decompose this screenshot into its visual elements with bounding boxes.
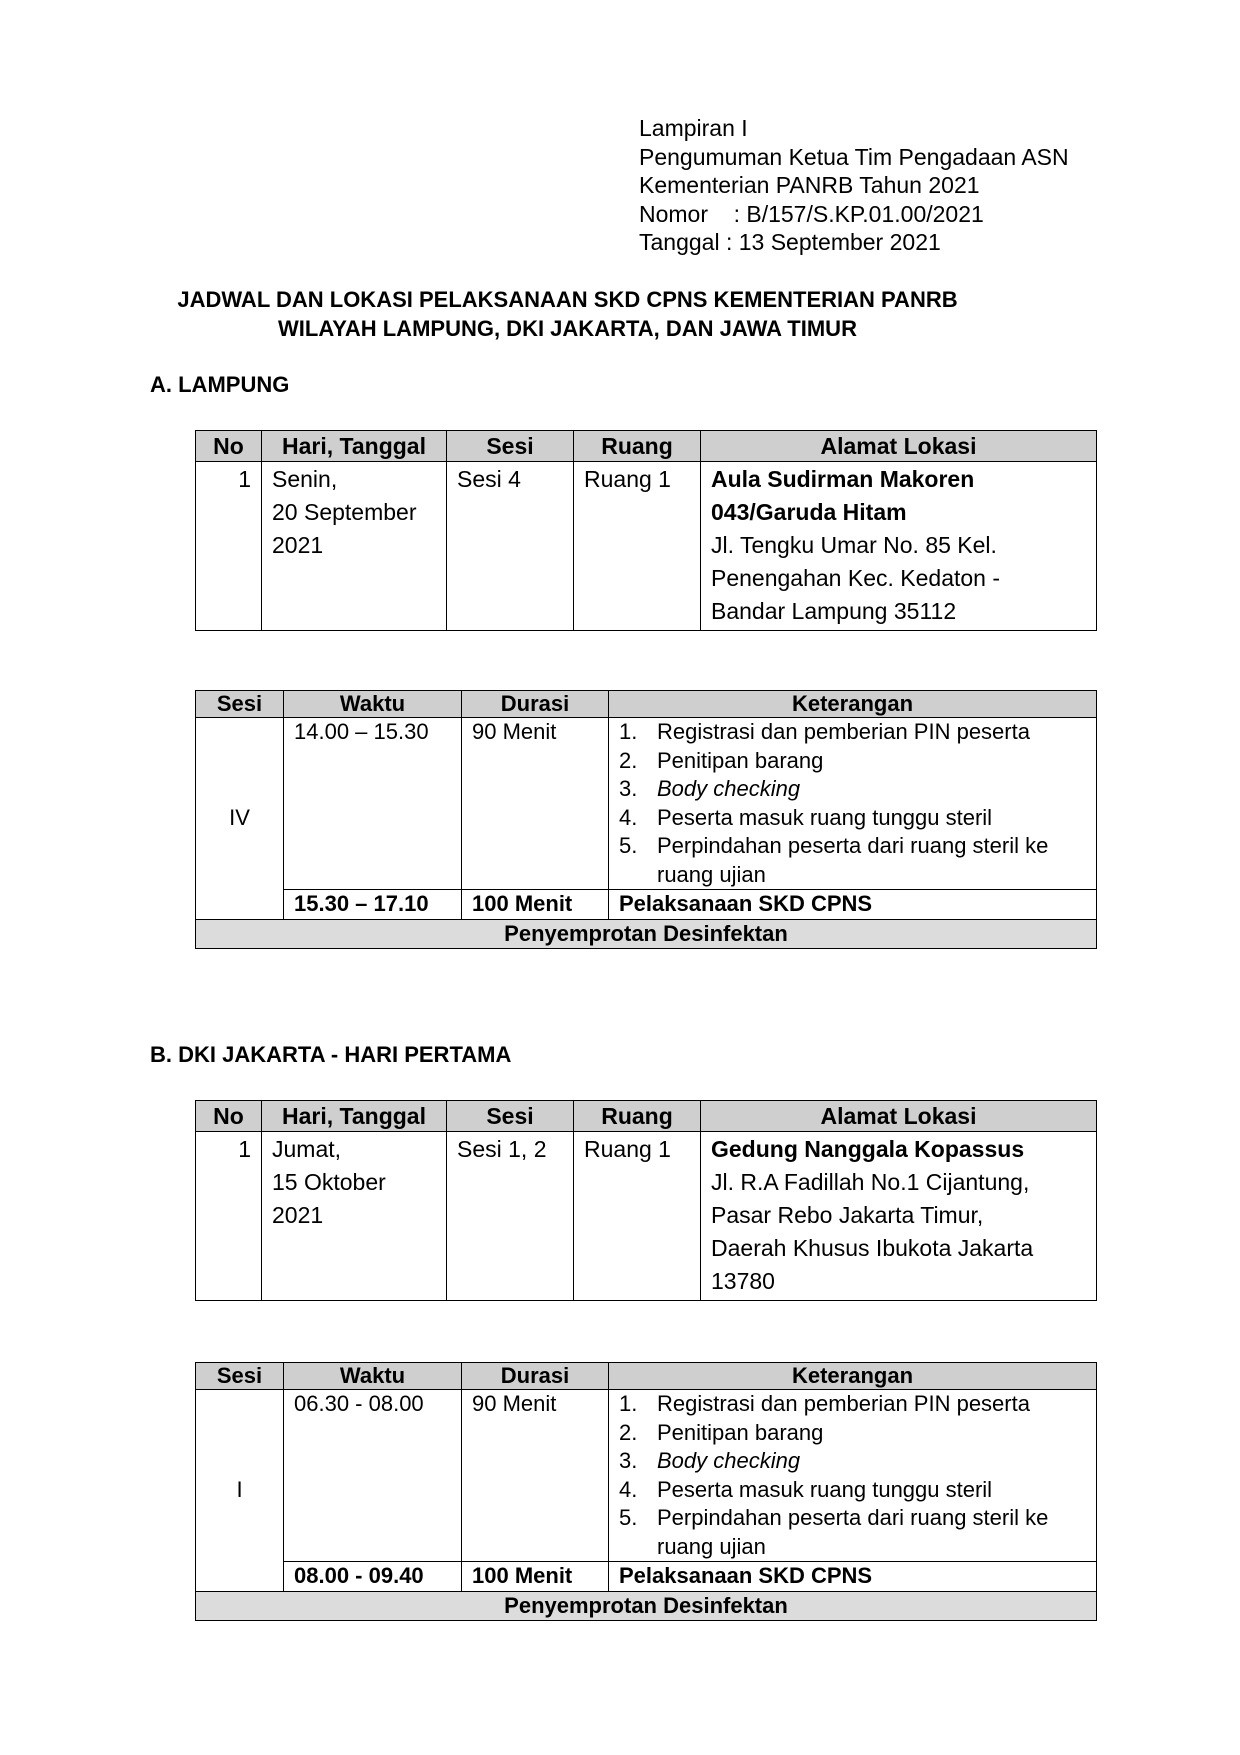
date-line: Senin,	[272, 466, 338, 492]
exam-duration: 100 Menit	[462, 890, 609, 920]
column-header: No	[196, 1101, 262, 1132]
location-table-jakarta	[195, 1100, 1097, 1301]
list-item	[609, 1447, 1096, 1476]
list-number: 5.	[619, 833, 638, 858]
list-text: Peserta masuk ruang tunggu steril	[657, 1476, 993, 1502]
list-item	[609, 1504, 1096, 1561]
list-text: Penitipan barang	[657, 747, 824, 773]
table-row	[196, 718, 1097, 890]
address-venue-name: Gedung Nanggala Kopassus	[711, 1136, 1025, 1162]
schedule-table-lampung	[195, 690, 1097, 949]
column-header: Alamat Lokasi	[701, 1101, 1097, 1132]
disinfection-row: Penyemprotan Desinfektan	[196, 919, 1097, 949]
prep-duration: 90 Menit	[462, 718, 609, 890]
list-item	[609, 1476, 1096, 1505]
schedule-table-jakarta	[195, 1362, 1097, 1621]
list-number: 4.	[619, 804, 638, 830]
exam-time: 15.30 – 17.10	[284, 890, 462, 920]
list-number: 2.	[619, 747, 638, 773]
row-date	[262, 462, 447, 631]
list-text: Peserta masuk ruang tunggu steril	[657, 804, 993, 830]
exam-duration: 100 Menit	[462, 1562, 609, 1592]
column-header: No	[196, 431, 262, 462]
list-number: 3.	[619, 1448, 638, 1473]
list-item	[609, 804, 1096, 833]
table-row	[196, 462, 1097, 631]
address-venue-name: Aula Sudirman Makoren	[711, 466, 975, 492]
row-session: Sesi 1, 2	[447, 1132, 574, 1301]
date-line: 2021	[272, 532, 324, 558]
title-line-2: WILAYAH LAMPUNG, DKI JAKARTA, DAN JAWA TIMUR	[278, 316, 857, 341]
appendix-line: Nomor : B/157/S.KP.01.00/2021	[639, 200, 984, 227]
exam-description: Pelaksanaan SKD CPNS	[609, 890, 1097, 920]
list-text: Penitipan barang	[657, 1419, 824, 1445]
column-header: Ruang	[574, 431, 701, 462]
notes-cell	[609, 1390, 1097, 1562]
row-address	[701, 462, 1097, 631]
list-item	[609, 832, 1096, 889]
column-header: Hari, Tanggal	[262, 1101, 447, 1132]
list-item	[609, 775, 1096, 804]
date-line: 20 September	[272, 499, 417, 525]
appendix-line: Lampiran I	[639, 115, 748, 141]
date-line: 15 Oktober	[272, 1169, 386, 1195]
row-session: Sesi 4	[447, 462, 574, 631]
disinfection-row: Penyemprotan Desinfektan	[196, 1591, 1097, 1621]
notes-list	[609, 718, 1096, 889]
table-header-row	[196, 431, 1097, 462]
address-line: 13780	[711, 1268, 775, 1294]
list-number: 2.	[619, 1419, 638, 1445]
table-row	[196, 1591, 1097, 1621]
list-text: Perpindahan peserta dari ruang steril ke ruang ujian	[657, 1505, 1049, 1559]
notes-cell	[609, 718, 1097, 890]
session-number: IV	[196, 718, 284, 920]
list-text: Registrasi dan pemberian PIN peserta	[657, 719, 1030, 744]
column-header: Keterangan	[609, 691, 1097, 718]
table-row	[196, 919, 1097, 949]
appendix-line: Tanggal : 13 September 2021	[639, 229, 941, 255]
date-line: 2021	[272, 1202, 324, 1228]
appendix-line: Kementerian PANRB Tahun 2021	[639, 172, 980, 198]
column-header: Keterangan	[609, 1363, 1097, 1390]
date-line: Jumat,	[272, 1136, 342, 1162]
column-header: Alamat Lokasi	[701, 431, 1097, 462]
prep-duration: 90 Menit	[462, 1390, 609, 1562]
list-item	[609, 1419, 1096, 1448]
list-text: Body checking	[657, 776, 801, 801]
row-date	[262, 1132, 447, 1301]
list-text: Perpindahan peserta dari ruang steril ke ruang ujian	[657, 833, 1049, 887]
column-header: Sesi	[196, 691, 284, 718]
column-header: Hari, Tanggal	[262, 431, 447, 462]
table-header-row	[196, 1101, 1097, 1132]
column-header: Durasi	[462, 691, 609, 718]
list-text: Body checking	[657, 1448, 801, 1473]
row-number: 1	[196, 1132, 262, 1301]
address-venue-name: 043/Garuda Hitam	[711, 499, 907, 525]
table-row	[196, 1390, 1097, 1562]
row-room: Ruang 1	[574, 1132, 701, 1301]
table-row	[196, 1562, 1097, 1592]
address-line: Penengahan Kec. Kedaton -	[711, 565, 1001, 591]
column-header: Sesi	[196, 1363, 284, 1390]
prep-time: 06.30 - 08.00	[284, 1390, 462, 1562]
table-row	[196, 1132, 1097, 1301]
row-address	[701, 1132, 1097, 1301]
list-item	[609, 1390, 1096, 1419]
list-number: 4.	[619, 1476, 638, 1502]
prep-time: 14.00 – 15.30	[284, 718, 462, 890]
column-header: Waktu	[284, 1363, 462, 1390]
location-table-lampung	[195, 430, 1097, 631]
row-room: Ruang 1	[574, 462, 701, 631]
row-number: 1	[196, 462, 262, 631]
list-number: 3.	[619, 776, 638, 801]
list-number: 1.	[619, 1391, 638, 1416]
address-line: Daerah Khusus Ibukota Jakarta	[711, 1235, 1034, 1261]
list-number: 1.	[619, 719, 638, 744]
session-number: I	[196, 1390, 284, 1592]
address-line: Jl. Tengku Umar No. 85 Kel.	[711, 532, 997, 558]
address-line: Pasar Rebo Jakarta Timur,	[711, 1202, 984, 1228]
section-heading-dki-jakarta: B. DKI JAKARTA - HARI PERTAMA	[150, 1042, 512, 1067]
column-header: Waktu	[284, 691, 462, 718]
title-line-1: JADWAL DAN LOKASI PELAKSANAAN SKD CPNS KEMENTERIAN PANRB	[177, 287, 958, 312]
exam-description: Pelaksanaan SKD CPNS	[609, 1562, 1097, 1592]
appendix-header	[639, 114, 1069, 257]
column-header: Sesi	[447, 431, 574, 462]
list-item	[609, 718, 1096, 747]
list-number: 5.	[619, 1505, 638, 1530]
notes-list	[609, 1390, 1096, 1561]
list-item	[609, 747, 1096, 776]
address-line: Jl. R.A Fadillah No.1 Cijantung,	[711, 1169, 1030, 1195]
table-header-row	[196, 691, 1097, 718]
address-line: Bandar Lampung 35112	[711, 598, 957, 624]
column-header: Durasi	[462, 1363, 609, 1390]
column-header: Sesi	[447, 1101, 574, 1132]
list-text: Registrasi dan pemberian PIN peserta	[657, 1391, 1030, 1416]
section-heading-lampung: A. LAMPUNG	[150, 372, 290, 397]
exam-time: 08.00 - 09.40	[284, 1562, 462, 1592]
document-title	[0, 285, 1135, 343]
appendix-line: Pengumuman Ketua Tim Pengadaan ASN	[639, 143, 1069, 170]
table-row	[196, 890, 1097, 920]
column-header: Ruang	[574, 1101, 701, 1132]
table-header-row	[196, 1363, 1097, 1390]
